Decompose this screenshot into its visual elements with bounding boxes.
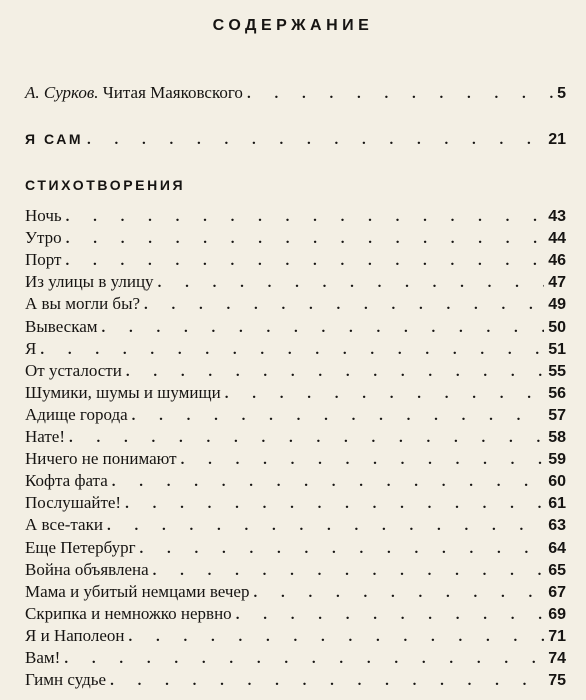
part-title: Я САМ: [25, 131, 83, 147]
entry-page-number: 50: [548, 318, 566, 336]
toc-entry[interactable]: [25, 272, 566, 294]
dot-leader: [144, 297, 544, 314]
entry-title-text: Читая Маяковского: [102, 83, 243, 102]
toc-entry[interactable]: [25, 626, 566, 648]
toc-entry[interactable]: [25, 670, 566, 692]
toc-entry-intro[interactable]: [25, 83, 566, 105]
entry-title: Утро: [25, 228, 62, 248]
entry-page-number: 46: [548, 252, 566, 270]
dot-leader: [140, 541, 545, 558]
toc-entry[interactable]: [25, 405, 566, 427]
entry-page-number: 60: [548, 473, 566, 491]
entry-page-number: 69: [548, 605, 566, 623]
dot-leader: [65, 253, 544, 270]
section-title: СТИХОТВОРЕНИЯ: [25, 177, 186, 193]
dot-leader: [112, 474, 544, 491]
entry-title: [25, 83, 247, 103]
dot-leader: [153, 563, 545, 580]
dot-leader: [253, 585, 544, 602]
dot-leader: [247, 86, 553, 103]
dot-leader: [129, 629, 545, 646]
entry-author: А. Сурков.: [25, 83, 99, 102]
toc-entry[interactable]: [25, 582, 566, 604]
entry-page-number: 74: [548, 650, 566, 667]
toc-entry[interactable]: [25, 206, 566, 228]
entry-page-number: 63: [548, 517, 566, 535]
entry-title: А все-таки: [25, 515, 103, 535]
toc-entry[interactable]: [25, 228, 566, 250]
entry-title: Ничего не понимают: [25, 449, 177, 469]
entry-page-number: 57: [548, 406, 566, 424]
entry-page-number: 58: [548, 429, 566, 446]
entry-title: Мама и убитый немцами вечер: [25, 581, 250, 601]
entry-title: Послушайте!: [25, 493, 122, 513]
entry-page-number: 75: [548, 672, 566, 690]
dot-leader: [102, 320, 545, 337]
entry-title: Вам!: [25, 648, 61, 667]
entry-title: Шумики, шумы и шумищи: [25, 382, 221, 402]
toc-entry[interactable]: [25, 604, 566, 626]
entry-page-number: 49: [548, 296, 566, 314]
entry-page-number: 64: [548, 539, 566, 557]
toc-entry[interactable]: [25, 427, 566, 449]
dot-leader: [225, 386, 545, 403]
toc-entry[interactable]: [25, 471, 566, 493]
entry-title: Гимн судье: [25, 670, 107, 690]
toc-entry[interactable]: [25, 339, 566, 361]
entry-page-number: 71: [548, 627, 566, 645]
dot-leader: [126, 364, 544, 381]
dot-leader: [132, 408, 545, 425]
entry-page-number: 5: [557, 85, 566, 102]
dot-leader: [107, 518, 544, 535]
toc-entry[interactable]: [25, 361, 566, 383]
entry-title: Война объявлена: [25, 559, 149, 579]
toc-entry[interactable]: [25, 317, 566, 339]
entry-title: Кофта фата: [25, 471, 108, 491]
dot-leader: [236, 607, 545, 624]
dot-leader: [64, 651, 544, 668]
entry-title: Я: [25, 338, 37, 358]
entry-page-number: 44: [548, 230, 566, 248]
toc-entry[interactable]: [25, 294, 566, 316]
toc-entry[interactable]: [25, 250, 566, 272]
entry-title: А вы могли бы?: [25, 294, 141, 314]
toc-entry[interactable]: [25, 560, 566, 582]
entry-page-number: 55: [548, 362, 566, 380]
entry-title: Нате!: [25, 427, 66, 446]
dot-leader: [110, 673, 544, 690]
dot-leader: [66, 231, 545, 248]
entry-page-number: 56: [548, 384, 566, 402]
entry-page-number: 43: [548, 208, 566, 225]
dot-leader: [181, 452, 545, 469]
toc-entry[interactable]: [25, 493, 566, 515]
entry-title: Порт: [25, 250, 62, 270]
entry-title: От усталости: [25, 360, 122, 380]
entry-title: Вывескам: [25, 316, 98, 336]
toc-entry[interactable]: [25, 538, 566, 560]
entry-title: Из улицы в улицу: [25, 272, 154, 292]
entry-page-number: 47: [548, 274, 566, 292]
dot-leader: [69, 430, 544, 447]
dot-leader: [125, 496, 544, 513]
entry-page-number: 59: [548, 451, 566, 469]
dot-leader: [158, 275, 545, 292]
entry-page-number: 51: [548, 340, 566, 358]
toc-entry[interactable]: [25, 515, 566, 537]
entry-title: Еще Петербург: [25, 537, 136, 557]
entry-title: Скрипка и немножко нервно: [25, 603, 232, 623]
dot-leader: [87, 132, 544, 149]
entry-page-number: 65: [548, 561, 566, 579]
dot-leader: [66, 209, 545, 226]
toc-entry[interactable]: [25, 383, 566, 405]
toc-entry[interactable]: [25, 648, 566, 670]
entry-page-number: 21: [548, 131, 566, 148]
entry-title: Адище города: [25, 404, 128, 424]
toc-entry-part[interactable]: [25, 131, 566, 153]
page-heading: СОДЕРЖАНИЕ: [212, 17, 374, 34]
entry-title: Ночь: [25, 206, 62, 225]
toc-entry[interactable]: [25, 449, 566, 471]
entry-title: Я и Наполеон: [25, 625, 125, 645]
entry-page-number: 61: [548, 495, 566, 513]
entry-page-number: 67: [548, 583, 566, 601]
dot-leader: [40, 342, 544, 359]
